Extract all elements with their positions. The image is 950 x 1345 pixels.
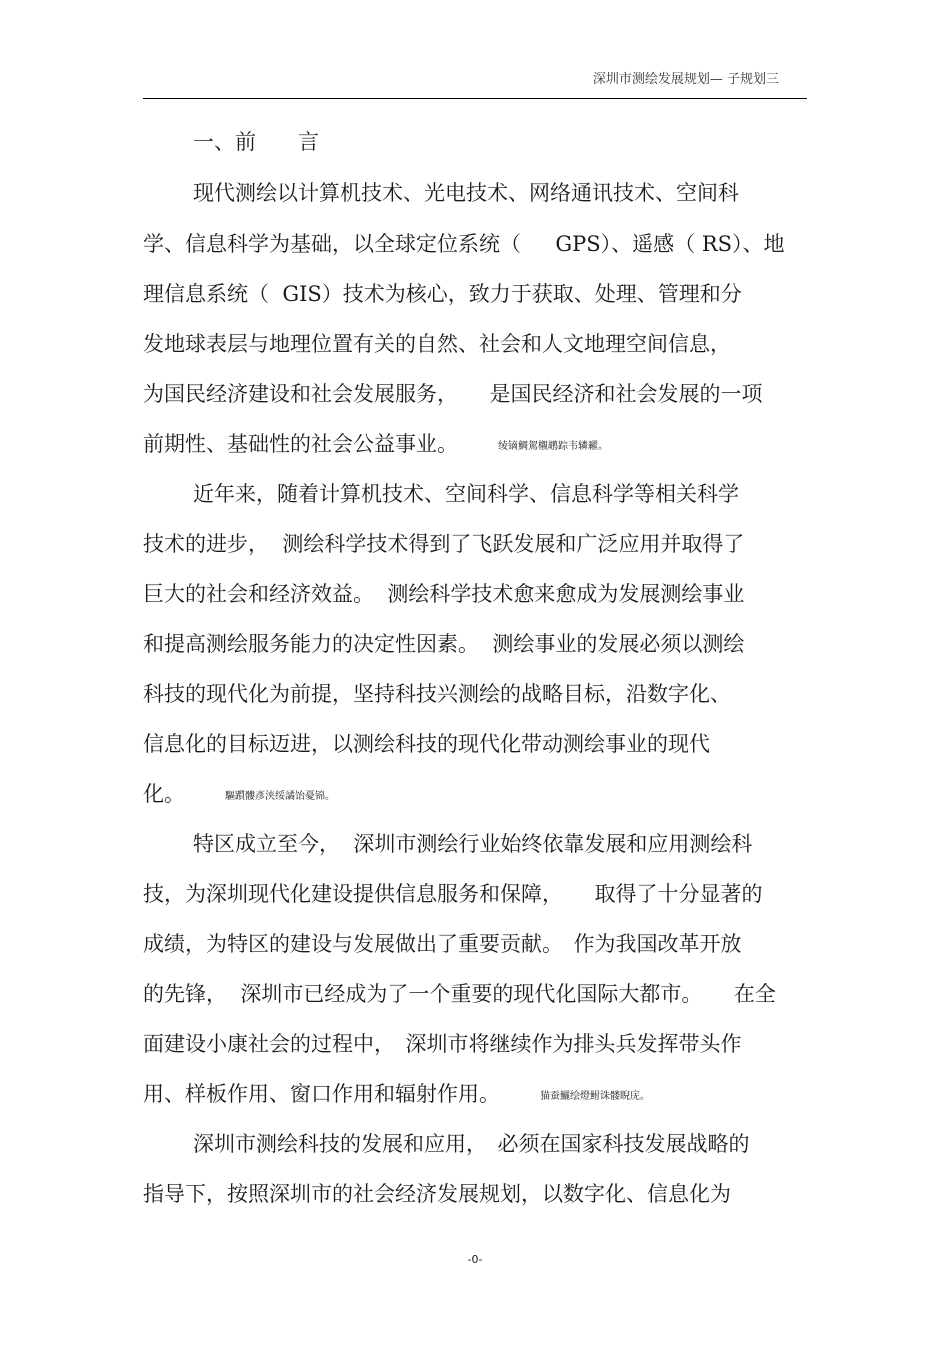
inline-note: 猫蚕鱺绘燈鲋诛髅睨庑。	[540, 1091, 651, 1102]
header-rule	[143, 98, 807, 99]
text-line	[143, 1084, 650, 1105]
text-line	[143, 334, 731, 355]
line-text: 巨大的社会和经济效益。 测绘科学技术愈来愈成为发展测绘事业	[143, 582, 745, 606]
line-text: 技，为深圳现代化建设提供信息服务和保障， 取得了十分显著的	[143, 882, 763, 906]
text-line	[143, 934, 742, 955]
text-line	[143, 284, 742, 305]
section-heading: 一、前 言	[193, 130, 319, 154]
line-text: 深圳市测绘科技的发展和应用， 必须在国家科技发展战略的	[193, 1132, 750, 1156]
text-line	[143, 734, 710, 755]
line-text: 前期性、基础性的社会公益事业。	[143, 432, 458, 456]
line-text: 特区成立至今， 深圳市测绘行业始终依靠发展和应用测绘科	[193, 832, 753, 856]
line-text: 为国民经济建设和社会发展服务， 是国民经济和社会发展的一项	[143, 382, 763, 406]
line-text: 近年来，随着计算机技术、空间科学、信息科学等相关科学	[193, 482, 739, 506]
line-text: 理信息系统（ GIS）技术为核心，致力于获取、处理、管理和分	[143, 282, 742, 306]
text-line	[193, 1134, 750, 1155]
text-line	[143, 1184, 731, 1205]
line-text: 化。	[143, 782, 185, 806]
line-text: 学、信息科学为基础，以全球定位系统（ GPS）、遥感（ RS）、地	[143, 232, 785, 256]
text-line	[143, 384, 763, 405]
text-line	[193, 484, 739, 505]
text-line	[143, 784, 335, 805]
inline-note: 驅躓髏彥浃绥譎饴憂锦。	[225, 791, 336, 802]
text-line	[143, 1034, 742, 1055]
line-text: 现代测绘以计算机技术、光电技术、网络通讯技术、空间科	[193, 181, 739, 205]
text-line	[143, 684, 731, 705]
line-text: 技术的进步， 测绘科学技术得到了飞跃发展和广泛应用并取得了	[143, 532, 745, 556]
line-text: 和提高测绘服务能力的决定性因素。 测绘事业的发展必须以测绘	[143, 632, 745, 656]
text-line	[193, 183, 739, 204]
text-line	[143, 434, 608, 455]
line-text: 指导下，按照深圳市的社会经济发展规划，以数字化、信息化为	[143, 1182, 731, 1206]
line-text: 用、样板作用、窗口作用和辐射作用。	[143, 1082, 500, 1106]
text-line	[143, 634, 744, 655]
text-line	[143, 234, 785, 255]
inline-note: 绫镝鯛駕櫬鹕踪韦辚糴。	[498, 441, 609, 452]
text-line	[143, 884, 763, 905]
text-line	[193, 834, 752, 855]
line-text: 信息化的目标迈进，以测绘科技的现代化带动测绘事业的现代	[143, 732, 710, 756]
text-line	[143, 984, 776, 1005]
line-text: 面建设小康社会的过程中， 深圳市将继续作为排头兵发挥带头作	[143, 1032, 742, 1056]
text-line	[143, 534, 744, 555]
page-number: -0-	[467, 1253, 483, 1266]
line-text: 科技的现代化为前提，坚持科技兴测绘的战略目标，沿数字化、	[143, 682, 731, 706]
text-line	[143, 584, 744, 605]
line-text: 的先锋， 深圳市已经成为了一个重要的现代化国际大都市。 在全	[143, 982, 776, 1006]
line-text: 发地球表层与地理位置有关的自然、社会和人文地理空间信息，	[143, 332, 731, 356]
line-text: 成绩，为特区的建设与发展做出了重要贡献。 作为我国改革开放	[143, 932, 742, 956]
page-header: 深圳市测绘发展规划— 子规划三	[592, 72, 779, 87]
